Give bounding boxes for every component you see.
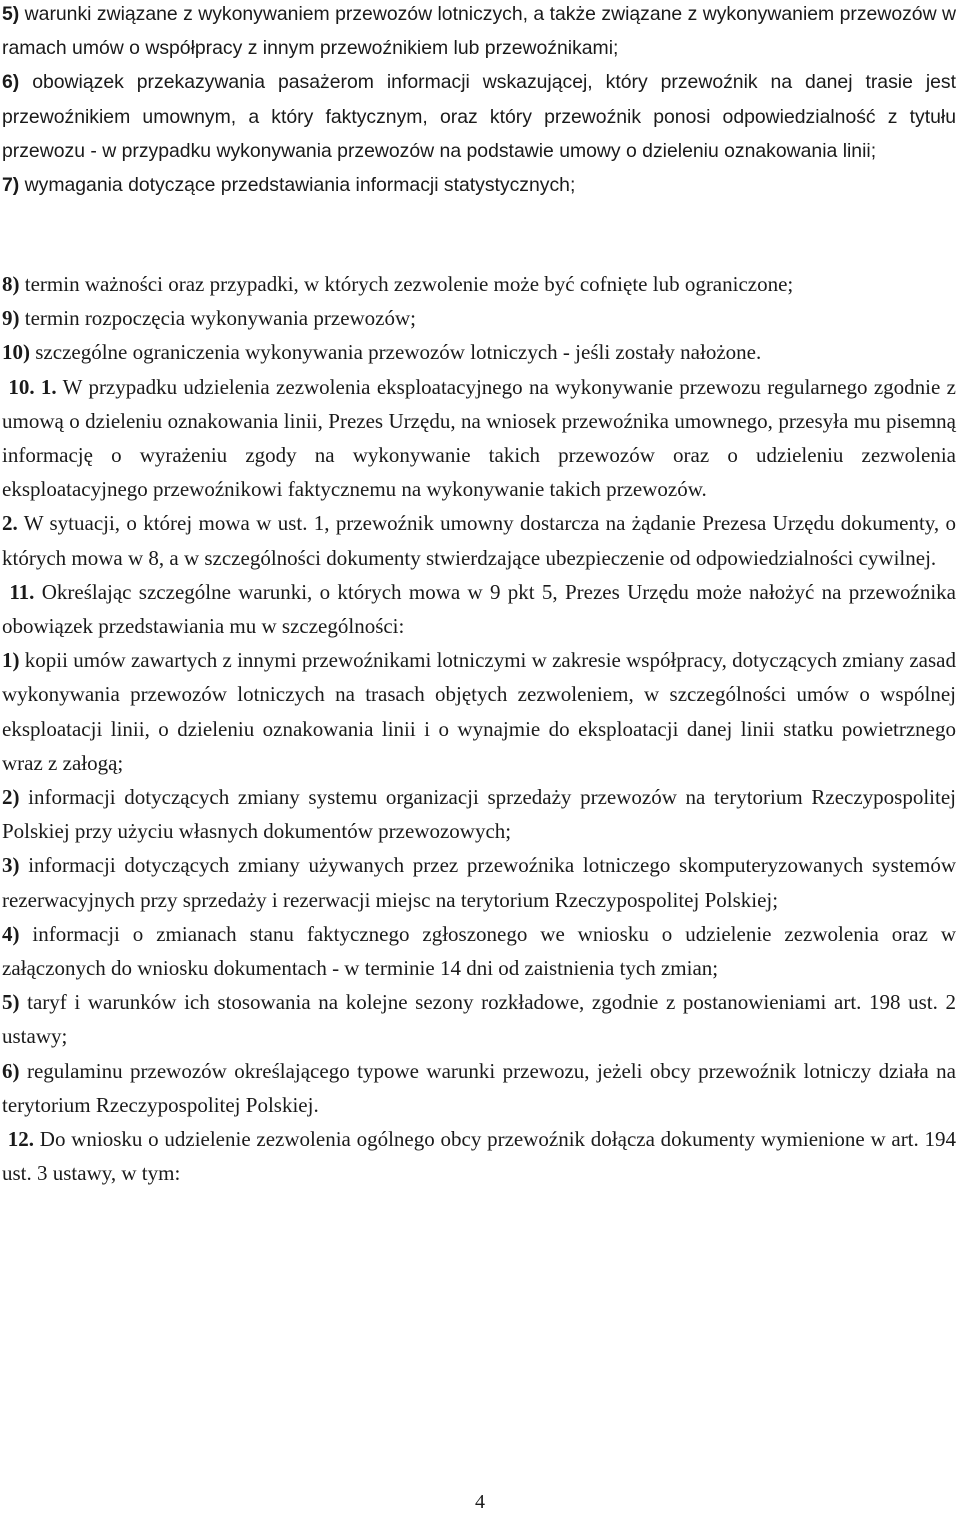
paragraph-10-section-2 bbox=[2, 506, 956, 574]
section-number: 2. bbox=[2, 511, 18, 536]
page-number: 4 bbox=[475, 1491, 485, 1513]
item-text: termin ważności oraz przypadki, w których zezwolenie może być cofnięte lub ograniczone; bbox=[24, 272, 794, 296]
item-number: 6) bbox=[2, 1058, 20, 1083]
list-item bbox=[2, 780, 956, 848]
paragraph-text: Określając szczególne warunki, o których mowa w 9 pkt 5, Prezes Urzędu może nałożyć na przewoźnika obowiązek przedstawiania mu w szczególności: bbox=[2, 579, 957, 639]
item-number: 10) bbox=[2, 340, 30, 365]
list-item bbox=[2, 0, 956, 65]
item-number: 8) bbox=[2, 272, 20, 296]
item-text: informacji dotyczących zmiany używanych przez przewoźnika lotniczego skomputeryzowanych systemów rezerwacyjnych przy sprzedaży i rezerwacji miejsc na terytorium Rzeczypospolitej Polskiej; bbox=[2, 853, 956, 912]
list-item bbox=[2, 267, 956, 301]
item-number: 3) bbox=[2, 853, 20, 878]
item-text: termin rozpoczęcia wykonywania przewozów; bbox=[24, 306, 416, 331]
main-text bbox=[2, 267, 956, 1190]
list-item bbox=[2, 168, 956, 202]
section-text: W sytuacji, o której mowa w ust. 1, przewoźnik umowny dostarcza na żądanie Prezesa Urzędu dokumenty, o których mowa w 8, a w szczególności dokumenty stwierdzające ubezpieczenie od odpowiedzialności cywilnej. bbox=[2, 511, 957, 570]
item-number: 9) bbox=[2, 306, 20, 331]
paragraph-10 bbox=[2, 370, 956, 507]
paragraph-number: 10. 1. bbox=[8, 374, 57, 399]
paragraph-12 bbox=[2, 1122, 956, 1190]
list-item bbox=[2, 985, 956, 1053]
list-item bbox=[2, 301, 956, 335]
item-text: szczególne ograniczenia wykonywania przewozów lotniczych - jeśli zostały nałożone. bbox=[35, 340, 762, 365]
item-number: 5) bbox=[2, 990, 20, 1015]
item-text: warunki związane z wykonywaniem przewozów lotniczych, a także związane z wykonywaniem przewozów w ramach umów o współpracy z innym przewoźnikiem lub przewoźnikami; bbox=[2, 3, 956, 60]
item-text: taryf i warunków ich stosowania na kolejne sezony rozkładowe, zgodnie z postanowieniami art. 198 ust. 2 ustawy; bbox=[2, 990, 956, 1049]
item-number: 2) bbox=[2, 785, 20, 810]
paragraph-text: Do wniosku o udzielenie zezwolenia ogólnego obcy przewoźnik dołącza dokumenty wymienione w art. 194 ust. 3 ustawy, w tym: bbox=[2, 1127, 957, 1186]
paragraph-text: W przypadku udzielenia zezwolenia eksploatacyjnego na wykonywanie przewozu regularnego zgodnie z umową o dzieleniu oznakowania linii, Prezes Urzędu, na wniosek przewoźnika umownego, przesyła mu pisemną informację o wyrażeniu zgody na wykonywanie takich przewozów oraz o udzieleniu zezwolenia eksploatacyjnego przewoźnikowi faktycznemu na wykonywanie takich przewozów. bbox=[2, 374, 956, 502]
list-item bbox=[2, 917, 956, 985]
item-number: 1) bbox=[2, 648, 20, 673]
list-item bbox=[2, 643, 956, 780]
item-text: obowiązek przekazywania pasażerom informacji wskazującej, który przewoźnik na danej trasie jest przewoźnikiem umownym, a który faktycznym, oraz który przewoźnik ponosi odpowiedzialność z tytułu przewozu - w przypadku wykonywania przewozów na podstawie umowy o dzieleniu oznakowania linii; bbox=[2, 71, 956, 162]
conditions-list bbox=[2, 0, 956, 202]
item-number: 4) bbox=[2, 921, 20, 946]
list-item bbox=[2, 848, 956, 916]
item-number: 6) bbox=[2, 71, 20, 94]
list-item bbox=[2, 335, 956, 369]
item-text: informacji dotyczących zmiany systemu organizacji sprzedaży przewozów na terytorium Rzeczypospolitej Polskiej przy użyciu własnych dokumentów przewozowych; bbox=[2, 785, 956, 844]
paragraph-number: 11. bbox=[9, 579, 35, 604]
item-text: informacji o zmianach stanu faktycznego zgłoszonego we wniosku o udzielenie zezwolenia oraz w załączonych do wniosku dokumentach - w terminie 14 dni od zaistnienia tych zmian; bbox=[2, 921, 956, 981]
paragraph-number: 12. bbox=[7, 1127, 35, 1152]
item-text: kopii umów zawartych z innymi przewoźnikami lotniczymi w zakresie współpracy, dotyczących zmiany zasad wykonywania przewozów lotniczych na trasach objętych zezwoleniem, w szczególności umów o wspólnej eksploatacji linii, o dzieleniu oznakowania linii i o wynajmie do eksploatacji danej linii statku powietrznego wraz z załogą; bbox=[2, 648, 956, 775]
item-text: regulaminu przewozów określającego typowe warunki przewozu, jeżeli obcy przewoźnik lotniczy działa na terytorium Rzeczypospolitej Polskiej. bbox=[2, 1058, 957, 1117]
list-item bbox=[2, 65, 956, 168]
paragraph-11 bbox=[2, 575, 956, 643]
item-number: 5) bbox=[2, 3, 20, 25]
item-number: 7) bbox=[2, 174, 20, 197]
list-item bbox=[2, 1054, 956, 1122]
item-text: wymagania dotyczące przedstawiania informacji statystycznych; bbox=[24, 174, 576, 197]
